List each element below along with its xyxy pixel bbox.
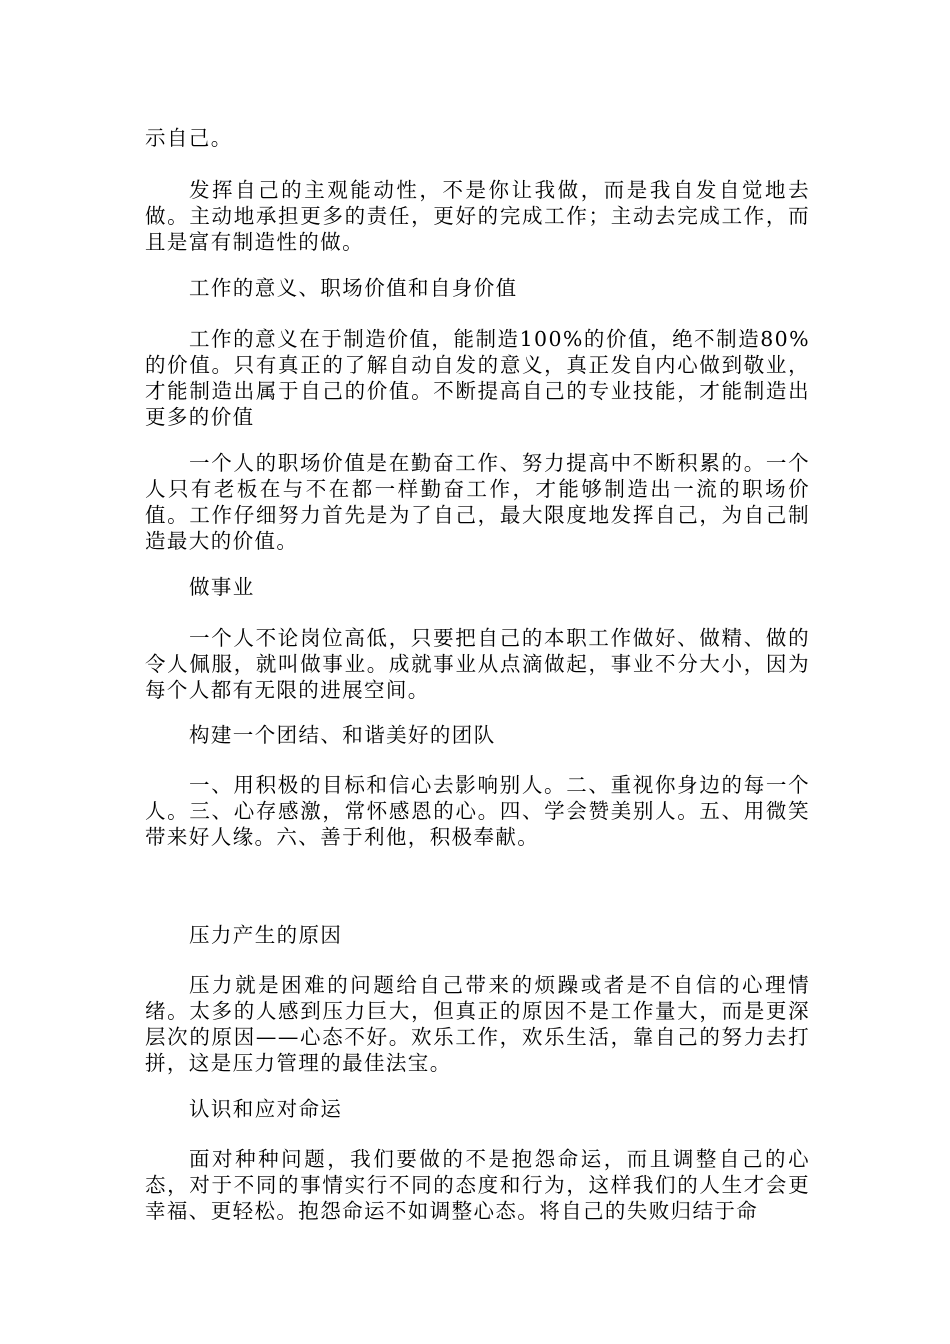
heading-team: 构建一个团结、和谐美好的团队: [189, 723, 496, 747]
paragraph-team: 一、用积极的目标和信心去影响别人。二、重视你身边的每一个人。三、心存感激，常怀感恩的心。四、学会赞美别人。五、用微笑带来好人缘。六、善于利他，积极奉献。: [145, 773, 810, 849]
paragraph-work-meaning: 工作的意义在于制造价值，能制造100%的价值，绝不制造80%的价值。只有真正的了解自动自发的意义，真正发自内心做到敬业，才能制造出属于自己的价值。不断提高自己的专业技能，才能制造出更多的价值: [145, 327, 810, 429]
heading-pressure: 压力产生的原因: [189, 923, 343, 947]
heading-work-meaning: 工作的意义、职场价值和自身价值: [189, 276, 518, 300]
heading-fate: 认识和应对命运: [189, 1097, 343, 1121]
paragraph-initiative: 发挥自己的主观能动性，不是你让我做，而是我自发自觉地去做。主动地承担更多的责任，更好的完成工作；主动去完成工作，而且是富有制造性的做。: [145, 178, 810, 254]
paragraph-fate: 面对种种问题，我们要做的不是抱怨命运，而且调整自己的心态，对于不同的事情实行不同的态度和行为，这样我们的人生才会更幸福、更轻松。抱怨命运不如调整心态。将自己的失败归结于命: [145, 1147, 810, 1223]
paragraph-continuation: 示自己。: [145, 126, 233, 150]
paragraph-career-value: 一个人的职场价值是在勤奋工作、努力提高中不断积累的。一个人只有老板在与不在都一样勤奋工作，才能够制造出一流的职场价值。工作仔细努力首先是为了自己，最大限度地发挥自己，为自己制造最大的价值。: [145, 451, 810, 553]
paragraph-career: 一个人不论岗位高低，只要把自己的本职工作做好、做精、做的令人佩服，就叫做事业。成就事业从点滴做起，事业不分大小，因为每个人都有无限的进展空间。: [145, 626, 810, 702]
heading-career: 做事业: [189, 575, 255, 599]
paragraph-pressure: 压力就是困难的问题给自己带来的烦躁或者是不自信的心理情绪。太多的人感到压力巨大，但真正的原因不是工作量大，而是更深层次的原因——心态不好。欢乐工作，欢乐生活，靠自己的努力去打拼，这是压力管理的最佳法宝。: [145, 973, 810, 1075]
